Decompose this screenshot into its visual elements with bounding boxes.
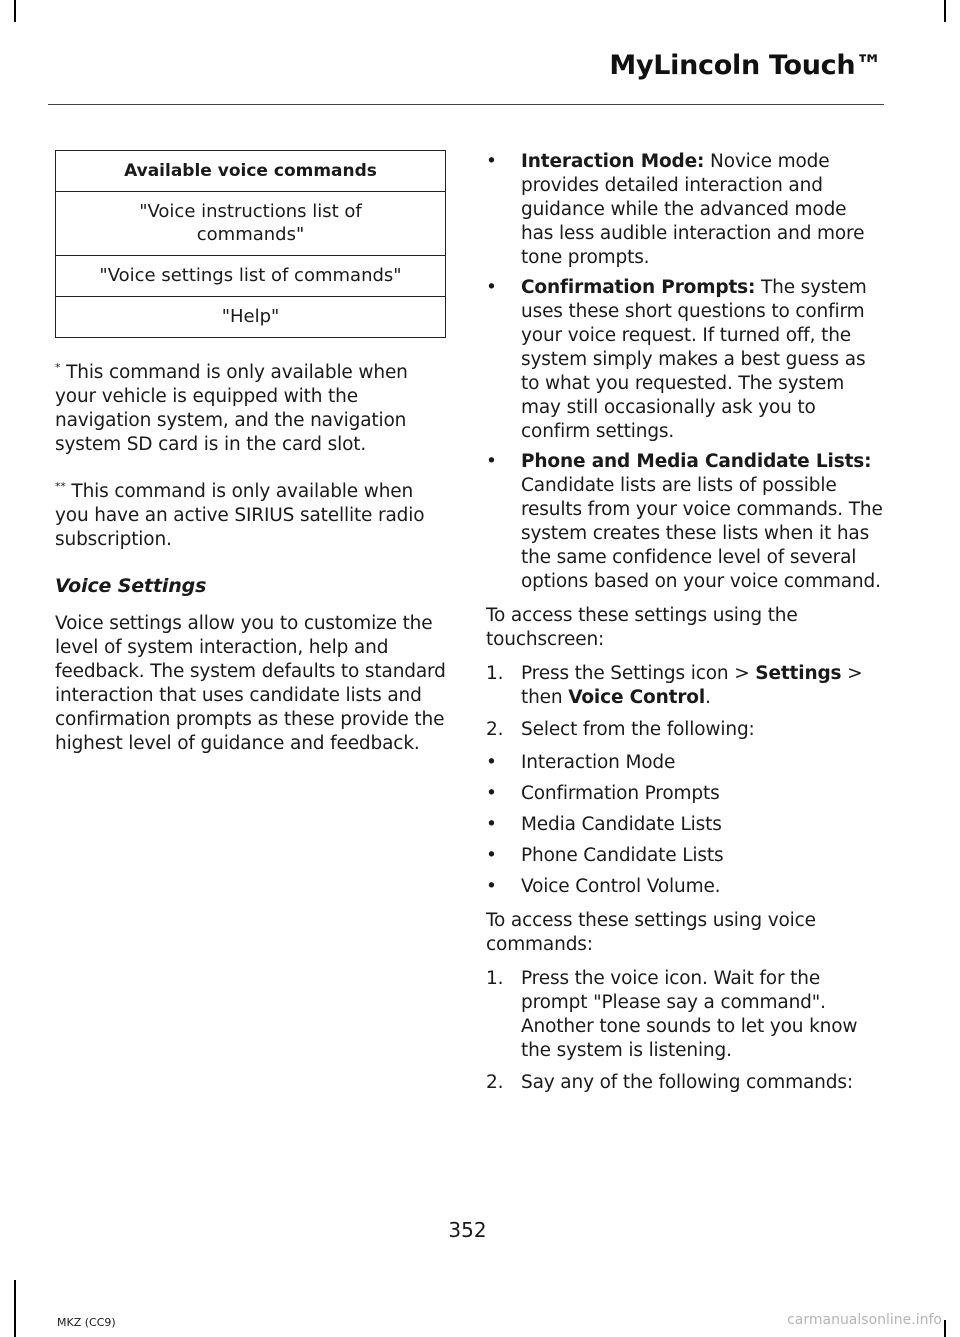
table-header: Available voice commands	[56, 151, 446, 192]
menu-path-settings: Settings	[755, 663, 842, 684]
step-text: Say any of the following commands:	[521, 1072, 853, 1093]
table-row: "Voice settings list of commands"	[56, 256, 446, 297]
watermark: carmanualsonline.info	[787, 1312, 942, 1328]
option-text: Confirmation Prompts	[521, 783, 720, 804]
step-text: Select from the following:	[521, 719, 755, 740]
footnote-marker: **	[55, 480, 66, 493]
numbered-step	[486, 718, 884, 742]
step-number: 2.	[486, 1072, 504, 1093]
bullet-text: The system uses these short questions to confirm your voice request. If turned off, the system simply makes a best guess as to what you requested. The system may still occasionally ask you to confirm settings.	[521, 277, 867, 442]
footnote-navigation	[55, 356, 448, 457]
model-code: MKZ (CC9)	[57, 1316, 116, 1329]
menu-path-voice-control: Voice Control	[568, 687, 706, 708]
right-column	[486, 150, 884, 1095]
bullet-marker: •	[486, 876, 497, 897]
bullet-marker: •	[486, 277, 497, 298]
footnote-text: This command is only available when your vehicle is equipped with the navigation system, and the navigation system SD card is in the card slot.	[55, 362, 408, 455]
voice-commands-table	[55, 150, 446, 338]
step-text: > then	[521, 663, 863, 708]
bullet-term: Confirmation Prompts:	[521, 277, 756, 298]
bullet-item	[486, 276, 884, 444]
step-text: Press the voice icon. Wait for the prompt "Please say a command". Another tone sounds to let you know the system is listening.	[521, 968, 858, 1061]
left-column	[55, 150, 448, 756]
numbered-step	[486, 1071, 884, 1095]
page-header-title: MyLincoln Touch™	[609, 50, 882, 81]
footnote-sirius	[55, 475, 448, 552]
option-text: Voice Control Volume.	[521, 876, 721, 897]
page-number: 352	[448, 1218, 487, 1242]
option-item	[486, 782, 884, 806]
bullet-term: Interaction Mode:	[521, 151, 705, 172]
option-text: Phone Candidate Lists	[521, 845, 724, 866]
bullet-text: Novice mode provides detailed interaction and guidance while the advanced mode has less audible interaction and more tone prompts.	[521, 151, 865, 268]
option-item	[486, 844, 884, 868]
option-item	[486, 751, 884, 775]
crop-mark-bottom-right	[944, 1320, 946, 1337]
voice-settings-paragraph: Voice settings allow you to customize the level of system interaction, help and feedback. The system defaults to standard interaction that uses candidate lists and confirmation prompts as these provide the highest level of guidance and feedback.	[55, 613, 446, 754]
header-divider	[48, 104, 884, 105]
option-text: Interaction Mode	[521, 752, 676, 773]
option-text: Media Candidate Lists	[521, 814, 722, 835]
touchscreen-intro: To access these settings using the touchscreen:	[486, 605, 798, 650]
footnote-text: This command is only available when you have an active SIRIUS satellite radio subscription.	[55, 481, 425, 550]
option-item	[486, 813, 884, 837]
numbered-step	[486, 967, 884, 1063]
bullet-text: Candidate lists are lists of possible results from your voice commands. The system creates these lists when it has the same confidence level of several options based on your voice command.	[521, 475, 883, 592]
step-text: Press the Settings icon >	[521, 663, 756, 684]
bullet-marker: •	[486, 451, 497, 472]
bullet-marker: •	[486, 783, 497, 804]
bullet-marker: •	[486, 814, 497, 835]
step-number: 1.	[486, 663, 504, 684]
crop-mark-top-right	[944, 0, 946, 22]
step-text: .	[705, 687, 711, 708]
bullet-marker: •	[486, 752, 497, 773]
bullet-marker: •	[486, 151, 497, 172]
crop-mark-top-left	[14, 0, 16, 22]
option-item	[486, 875, 884, 899]
numbered-step	[486, 662, 884, 710]
table-row: "Voice instructions list of commands"	[56, 192, 446, 256]
crop-mark-bottom-left	[14, 1280, 16, 1337]
bullet-item	[486, 450, 884, 594]
voice-intro: To access these settings using voice commands:	[486, 910, 816, 955]
section-heading: Voice Settings	[55, 575, 207, 597]
bullet-term: Phone and Media Candidate Lists:	[521, 451, 872, 472]
bullet-item	[486, 150, 884, 270]
footnote-marker: *	[55, 361, 61, 374]
table-row: "Help"	[56, 297, 446, 338]
step-number: 1.	[486, 968, 504, 989]
bullet-marker: •	[486, 845, 497, 866]
step-number: 2.	[486, 719, 504, 740]
